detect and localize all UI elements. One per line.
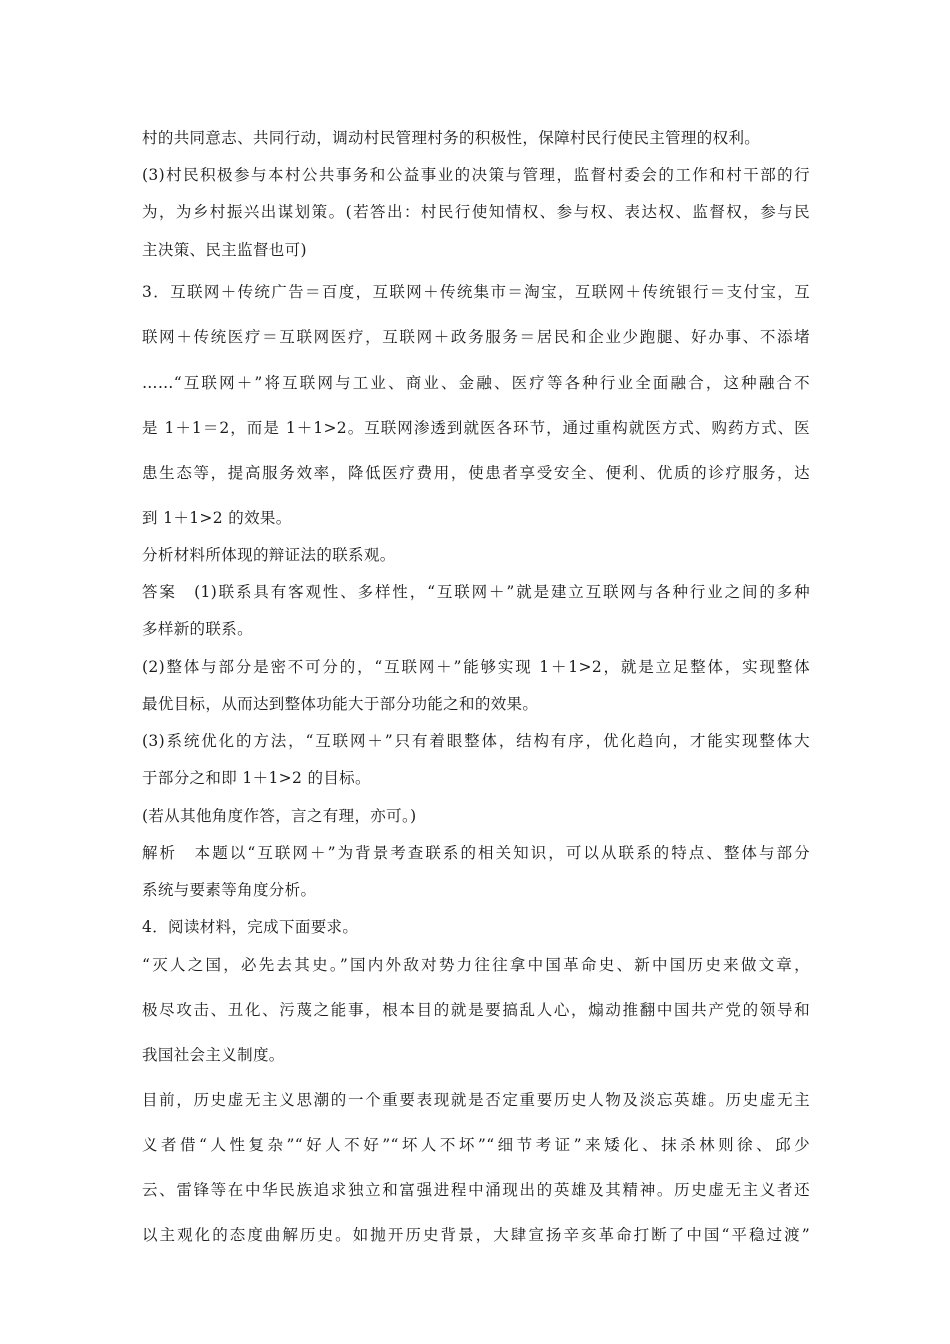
text-line: 最优目标，从而达到整体功能大于部分功能之和的效果。 [142,695,539,713]
text-line: 分析材料所体现的辩证法的联系观。 [142,546,396,564]
text-line: 联网＋传统医疗＝互联网医疗，互联网＋政务服务＝居民和企业少跑腿、好办事、不添堵 [142,328,810,346]
text-line: 目前，历史虚无主义思潮的一个重要表现就是否定重要历史人物及淡忘英雄。历史虚无主 [142,1091,810,1109]
text-line: 多样新的联系。 [142,620,253,638]
text-line: 是 1＋1＝2，而是 1＋1>2。互联网渗透到就医各环节，通过重构就医方式、购药方式、医 [142,419,810,437]
text-line: 系统与要素等角度分析。 [142,881,317,899]
text-line: “灭人之国，必先去其史。”国内外敌对势力往往拿中国革命史、新中国历史来做文章， [142,956,810,974]
text-line: 解析 本题以“互联网＋”为背景考查联系的相关知识，可以从联系的特点、整体与部分 [142,844,810,862]
text-line: 主决策、民主监督也可) [142,241,307,259]
text-line: 义者借“人性复杂”“好人不好”“坏人不坏”“细节考证”来矮化、抹杀林则徐、邱少 [142,1136,810,1154]
text-line: 村的共同意志、共同行动，调动村民管理村务的积极性，保障村民行使民主管理的权利。 [142,129,761,147]
text-line: 3．互联网＋传统广告＝百度，互联网＋传统集市＝淘宝，互联网＋传统银行＝支付宝，互 [142,283,810,301]
text-line: (若从其他角度作答，言之有理，亦可。) [142,807,417,825]
text-line: (3)系统优化的方法，“互联网＋”只有着眼整体，结构有序，优化趋向，才能实现整体大 [142,732,810,750]
text-line: 我国社会主义制度。 [142,1046,285,1064]
text-line: 4．阅读材料，完成下面要求。 [142,918,359,936]
text-line: 极尽攻击、丑化、污蔑之能事，根本目的就是要搞乱人心，煽动推翻中国共产党的领导和 [142,1001,810,1019]
text-line: 患生态等，提高服务效率，降低医疗费用，使患者享受安全、便利、优质的诊疗服务，达 [142,464,810,482]
text-line: 到 1＋1>2 的效果。 [142,509,292,527]
text-line: ……“互联网＋”将互联网与工业、商业、金融、医疗等各种行业全面融合，这种融合不 [142,374,810,392]
text-line: (3)村民积极参与本村公共事务和公益事业的决策与管理，监督村委会的工作和村干部的行 [142,166,810,184]
text-line: (2)整体与部分是密不可分的，“互联网＋”能够实现 1＋1>2，就是立足整体，实现整体 [142,658,810,676]
text-line: 云、雷锋等在中华民族追求独立和富强进程中涌现出的英雄及其精神。历史虚无主义者还 [142,1181,810,1199]
text-line: 以主观化的态度曲解历史。如抛开历史背景，大肆宣扬辛亥革命打断了中国“平稳过渡” [142,1226,810,1244]
text-line: 答案 (1)联系具有客观性、多样性，“互联网＋”就是建立互联网与各种行业之间的多种 [142,583,811,601]
text-line: 于部分之和即 1＋1>2 的目标。 [142,769,371,787]
text-line: 为，为乡村振兴出谋划策。(若答出：村民行使知情权、参与权、表达权、监督权，参与民 [142,203,810,221]
